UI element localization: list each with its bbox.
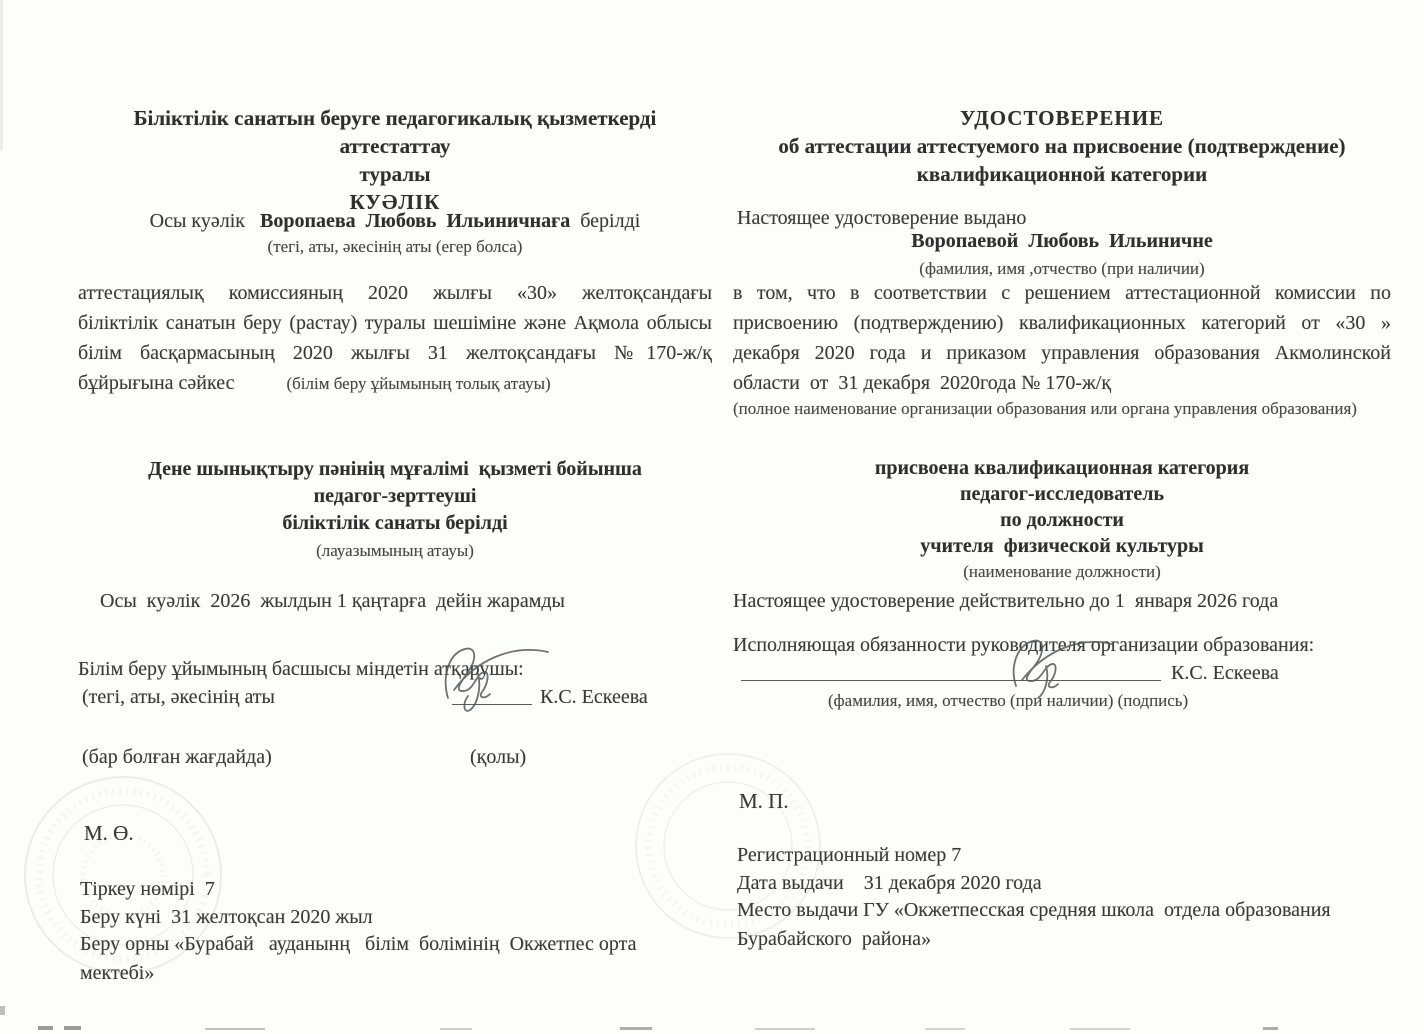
left-issue-place <box>80 930 712 988</box>
right-registration-number: Регистрационный номер 7 <box>737 844 962 866</box>
right-title-line: квалификационной категории <box>916 162 1208 186</box>
right-validity-line: Настоящее удостоверение действительно до 1 января 2026 года <box>733 590 1279 612</box>
right-issue-date: Дата выдачи 31 декабря 2020 года <box>737 872 1042 894</box>
body-line: присвоению (подтверждению) квалификационных категорий от «30 » <box>733 312 1391 334</box>
right-body-caption: (полное наименование организации образования или органа управления образования) <box>733 399 1357 418</box>
handwritten-signature-left <box>430 632 570 718</box>
category-line: Дене шынықтыру пәнінің мұғалімі қызметі бойынша <box>148 458 642 480</box>
right-signature-caption: (фамилия, имя, отчество (при наличии) (подпись) <box>828 691 1189 710</box>
scan-edge-artifact <box>0 0 3 150</box>
left-body-caption: (білім беру ұйымының толық атауы) <box>286 374 551 393</box>
left-registration-number: Тіркеу нөмірі 7 <box>80 878 215 900</box>
left-title <box>78 104 712 216</box>
body-line: в том, что в соответствии с решением аттестационной комиссии по <box>733 282 1391 304</box>
recipient-name: Воропаевой Любовь Ильиничне <box>911 230 1213 252</box>
scan-edge-artifact <box>440 1028 472 1030</box>
right-body-paragraph <box>733 278 1391 420</box>
category-line: присвоена квалификационная категория <box>874 457 1250 479</box>
right-title-line: УДОСТОВЕРЕНИЕ <box>959 106 1165 130</box>
scan-edge-artifact <box>755 1028 815 1030</box>
category-caption: (наименование должности) <box>963 562 1161 581</box>
recipient-caption: (тегі, аты, әкесінің аты (егер болса) <box>267 237 523 256</box>
category-caption: (лауазымының атауы) <box>316 541 474 560</box>
left-title-line: КУӘЛІК <box>349 190 441 214</box>
signature-caption: (қолы) <box>470 746 527 768</box>
left-title-line: Біліктілік санатын беруге педагогикалық қызметкерді аттестаттау <box>133 106 662 158</box>
issued-prefix: Осы куәлік <box>149 210 245 232</box>
body-line: аттестациялық комиссияның 2020 жылғы «30» желтоқсандағы <box>78 282 712 304</box>
signer-caption: (тегі, аты, әкесінің аты <box>82 686 275 708</box>
category-line: учителя физической культуры <box>920 535 1204 557</box>
right-category-block <box>733 455 1391 585</box>
scan-edge-artifact <box>1263 1027 1278 1030</box>
left-issue-date: Беру күні 31 желтоқсан 2020 жыл <box>80 906 373 928</box>
right-issued-prefix: Настоящее удостоверение выдано <box>737 207 1027 229</box>
body-tail: бұйрығына сәйкес <box>78 372 235 394</box>
left-title-line: туралы <box>359 162 431 186</box>
left-seal-label: М. Ө. <box>84 821 134 845</box>
left-issued-block <box>78 208 712 260</box>
left-validity-line: Осы куәлік 2026 жылдын 1 қаңтарға дейін жарамды <box>100 590 565 612</box>
issue-place-line: мектебі» <box>80 962 155 984</box>
issue-place-line: Бурабайского района» <box>737 928 932 950</box>
issue-place-line: Место выдачи ГУ «Окжетпесская средняя школа отдела образования <box>737 899 1331 921</box>
signer-caption: (бар болған жағдайда) <box>82 746 272 768</box>
category-line: по должности <box>1000 509 1124 531</box>
scan-edge-artifact <box>620 1027 652 1030</box>
right-seal-label: М. П. <box>739 789 789 813</box>
handwritten-signature-right <box>1000 626 1130 706</box>
right-title <box>733 104 1391 188</box>
category-line: біліктілік санаты берілді <box>282 512 508 534</box>
right-issue-place <box>737 896 1391 954</box>
right-title-line: об аттестации аттестуемого на присвоение (подтверждение) <box>778 134 1346 158</box>
body-line: декабря 2020 года и приказом управления образования Акмолинской <box>733 342 1391 364</box>
certificate-russian-side <box>733 0 1391 1034</box>
recipient-caption: (фамилия, имя ,отчество (при наличии) <box>919 259 1205 278</box>
signer-name: К.С. Ескеева <box>1171 662 1279 684</box>
body-tail-row <box>78 368 712 399</box>
certificate-kazakh-side <box>78 0 712 1034</box>
right-signer-role: Исполняющая обязанности руководителя организации образования: <box>733 634 1315 656</box>
left-signature-row <box>78 682 712 714</box>
body-line: біліктілік санатын беру (растау) туралы шешіміне және Ақмола облысы <box>78 312 712 334</box>
scan-edge-artifact <box>1070 1028 1130 1030</box>
issued-suffix: берілді <box>580 210 641 232</box>
body-line: білім басқармасының 2020 жылғы 31 желтоқсандағы №170-ж/қ <box>78 342 712 364</box>
scan-edge-artifact <box>0 1006 5 1015</box>
scan-edge-artifact <box>925 1028 965 1030</box>
left-signer-role: Білім беру ұйымының басшысы міндетін атқарушы: <box>78 658 524 680</box>
signer-name: К.С. Ескеева <box>540 686 648 708</box>
scan-edge-artifact <box>64 1026 81 1030</box>
left-signature-caption-row <box>78 742 712 774</box>
body-tail: области от 31 декабря 2020года № 170-ж/қ <box>733 372 1112 394</box>
issue-place-line: Беру орны «Бурабай ауданынң білім болімінің Окжетпес орта <box>80 933 637 955</box>
scan-edge-artifact <box>205 1028 265 1030</box>
left-issued-line <box>78 208 712 234</box>
category-line: педагог-исследователь <box>959 483 1165 505</box>
left-body-paragraph <box>78 278 712 399</box>
category-line: педагог-зерттеуші <box>313 485 477 507</box>
scan-edge-artifact <box>38 1026 53 1030</box>
recipient-name: Воропаева Любовь Ильиничнаға <box>259 210 571 232</box>
left-category-block <box>78 456 712 564</box>
